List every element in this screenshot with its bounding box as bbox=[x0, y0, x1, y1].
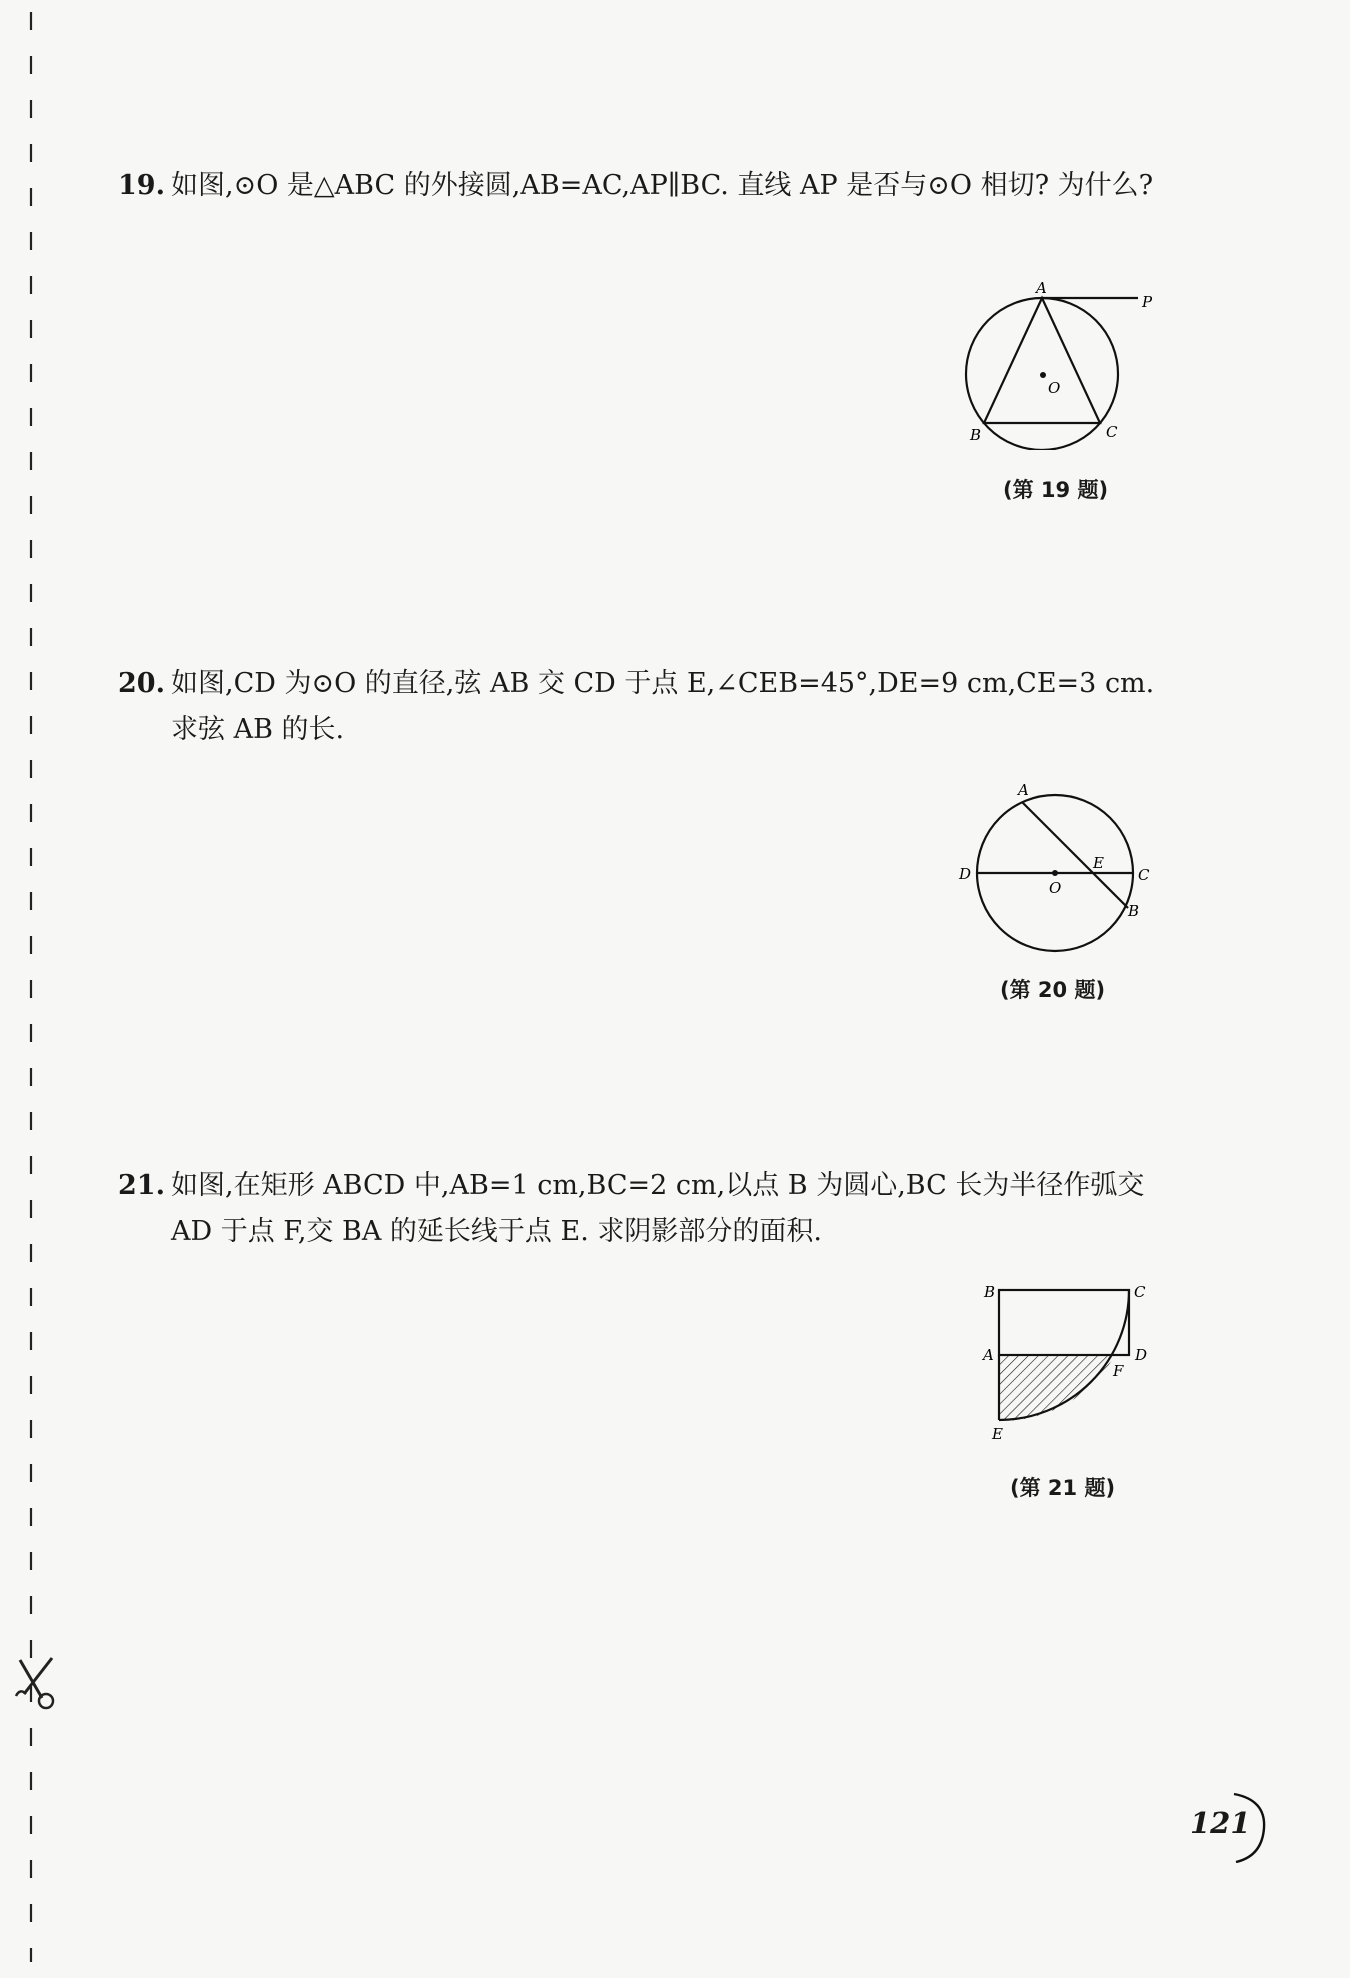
label-d: D bbox=[959, 865, 972, 883]
center-o bbox=[1052, 870, 1058, 876]
shaded-region bbox=[999, 1355, 1115, 1421]
chord-ab bbox=[1022, 802, 1128, 908]
page-number-bracket bbox=[1232, 1790, 1268, 1866]
center-o bbox=[1040, 372, 1046, 378]
label-o: O bbox=[1048, 379, 1061, 397]
caption-20: (第 20 题) bbox=[1000, 978, 1106, 1002]
problem-20 bbox=[118, 661, 1198, 753]
triangle-abc bbox=[984, 298, 1100, 423]
label-a: A bbox=[983, 1346, 994, 1364]
problem-21 bbox=[118, 1163, 1198, 1255]
caption-21: (第 21 题) bbox=[1010, 1476, 1116, 1500]
label-b: B bbox=[970, 426, 982, 444]
label-o: O bbox=[1049, 879, 1062, 897]
label-c: C bbox=[1134, 1283, 1146, 1301]
figure-19 bbox=[950, 280, 1170, 450]
caption-19: (第 19 题) bbox=[1003, 478, 1109, 502]
label-d: D bbox=[1135, 1346, 1148, 1364]
figure-21 bbox=[970, 1275, 1170, 1455]
page-number: 121 bbox=[1190, 1806, 1251, 1840]
label-b: B bbox=[984, 1283, 996, 1301]
scissors-icon bbox=[12, 1654, 60, 1710]
problem-number: 19. bbox=[118, 170, 165, 201]
label-c: C bbox=[1138, 866, 1150, 884]
label-e: E bbox=[992, 1425, 1003, 1443]
problem-text: 如图,在矩形 ABCD 中,AB=1 cm,BC=2 cm,以点 B 为圆心,BC 长为半径作弧交 AD 于点 F,交 BA 的延长线于点 E. 求阴影部分的面积. bbox=[171, 1170, 1145, 1247]
label-a: A bbox=[1036, 280, 1047, 297]
problem-text: 如图,⊙O 是△ABC 的外接圆,AB=AC,AP∥BC. 直线 AP 是否与⊙O 相切? 为什么? bbox=[171, 170, 1154, 201]
label-b: B bbox=[1128, 902, 1140, 920]
problem-19 bbox=[118, 163, 1198, 209]
figure-20 bbox=[950, 780, 1170, 960]
rectangle-abcd bbox=[999, 1290, 1129, 1355]
problem-text: 如图,CD 为⊙O 的直径,弦 AB 交 CD 于点 E,∠CEB=45°,DE=9 cm,CE=3 cm. 求弦 AB 的长. bbox=[171, 668, 1155, 745]
label-c: C bbox=[1106, 423, 1118, 441]
label-a: A bbox=[1018, 781, 1029, 799]
label-p: P bbox=[1142, 293, 1153, 311]
label-e: E bbox=[1093, 854, 1104, 872]
problem-number: 20. bbox=[118, 668, 165, 699]
label-f: F bbox=[1113, 1362, 1124, 1380]
problem-number: 21. bbox=[118, 1170, 165, 1201]
